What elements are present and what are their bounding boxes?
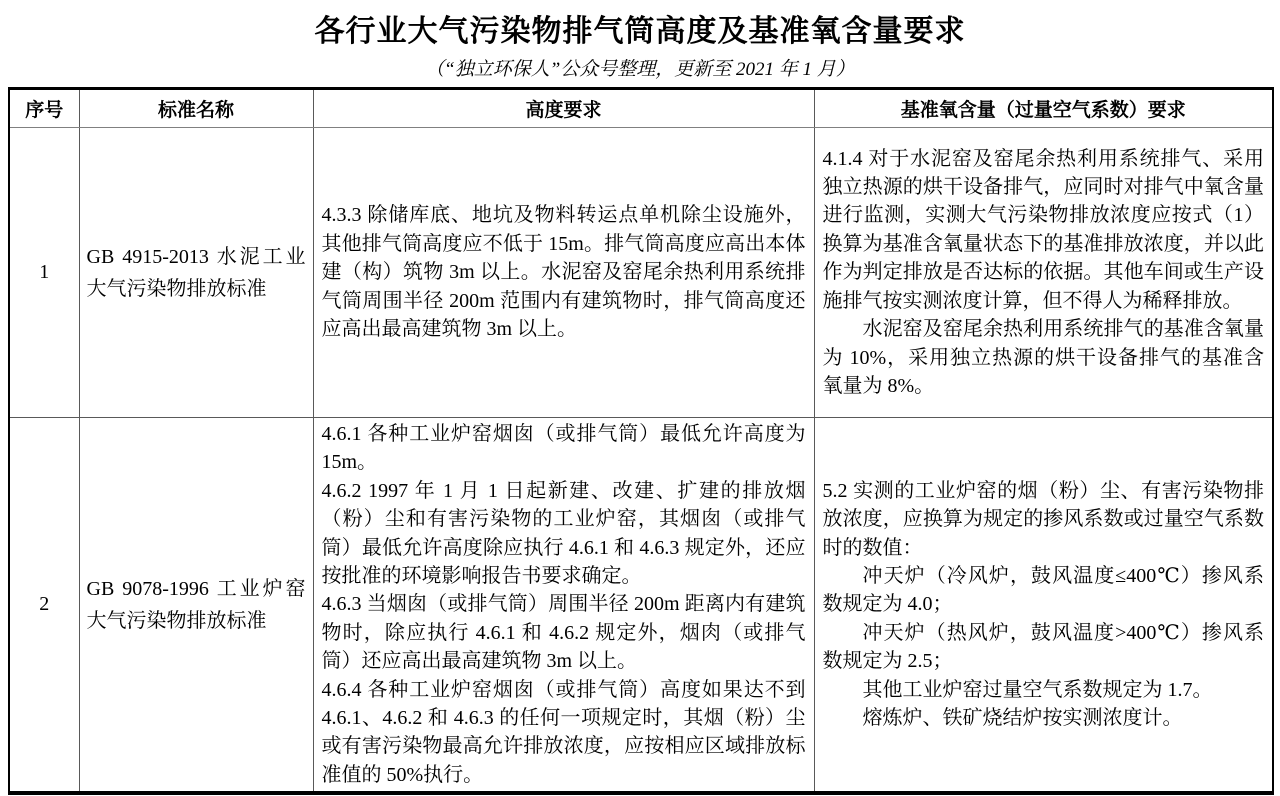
row2-height-paragraph: 4.6.4 各种工业炉窑烟囱（或排气筒）高度如果达不到 4.6.1、4.6.2 和 4.6.3 的任何一项规定时，其烟（粉）尘或有害污染物最高允许排放浓度，应按相应区域排放标准值的 50%执行。 bbox=[321, 678, 806, 786]
table-row bbox=[9, 418, 1273, 794]
row1-serial-number: 1 bbox=[9, 128, 79, 418]
header-height-requirement: 高度要求 bbox=[313, 89, 814, 128]
document-title: 各行业大气污染物排气筒高度及基准氧含量要求 bbox=[314, 15, 966, 48]
row2-serial-number: 2 bbox=[9, 418, 79, 794]
header-standard-name: 标准名称 bbox=[79, 89, 313, 128]
standards-table bbox=[8, 87, 1274, 795]
document-subtitle: （“独立环保人”公众号整理，更新至 2021 年 1 月） bbox=[425, 59, 855, 80]
header-oxygen-requirement: 基准氧含量（过量空气系数）要求 bbox=[814, 89, 1273, 128]
row2-standard-name: GB 9078-1996 工业炉窑大气污染物排放标准 bbox=[79, 418, 313, 794]
row1-standard-name: GB 4915-2013 水泥工业大气污染物排放标准 bbox=[79, 128, 313, 418]
row2-oxygen-paragraph: 冲天炉（冷风炉，鼓风温度≤400℃）掺风系数规定为 4.0； bbox=[822, 565, 1264, 616]
row2-height-requirement bbox=[313, 418, 814, 794]
row1-oxygen-paragraph: 水泥窑及窑尾余热利用系统排气的基准含氧量为 10%，采用独立热源的烘干设备排气的基准含氧量为 8%。 bbox=[822, 318, 1264, 397]
row2-oxygen-paragraph: 冲天炉（热风炉，鼓风温度>400℃）掺风系数规定为 2.5； bbox=[822, 621, 1264, 673]
row2-oxygen-paragraph: 5.2 实测的工业炉窑的烟（粉）尘、有害污染物排放浓度，应换算为规定的掺风系数或过量空气系数时的数值： bbox=[822, 479, 1264, 559]
table-row bbox=[9, 128, 1273, 418]
table-header-row bbox=[9, 89, 1273, 128]
row2-oxygen-requirement bbox=[814, 418, 1273, 794]
row1-height-paragraph: 4.3.3 除储库底、地坑及物料转运点单机除尘设施外，其他排气筒高度应不低于 15m。排气筒高度应高出本体建（构）筑物 3m 以上。水泥窑及窑尾余热利用系统排气筒周围半径 200m 范围内有建筑物时，排气筒高度还应高出最高建筑物 3m 以上。 bbox=[321, 204, 806, 341]
row2-height-paragraph: 4.6.2 1997 年 1 月 1 日起新建、改建、扩建的排放烟（粉）尘和有害污染物的工业炉窑，其烟囱（或排气筒）最低允许高度除应执行 4.6.1 和 4.6.3 规定外，还应按批准的环境影响报告书要求确定。 bbox=[321, 479, 806, 588]
row2-oxygen-paragraph: 熔炼炉、铁矿烧结炉按实测浓度计。 bbox=[862, 707, 1183, 730]
row1-oxygen-requirement bbox=[814, 128, 1273, 418]
row1-height-requirement bbox=[313, 128, 814, 418]
header-serial-number: 序号 bbox=[9, 89, 79, 128]
row2-height-paragraph: 4.6.3 当烟囱（或排气筒）周围半径 200m 距离内有建筑物时，除应执行 4.6.1 和 4.6.2 规定外，烟肉（或排气筒）还应高出最高建筑物 3m 以上。 bbox=[321, 593, 806, 673]
row2-height-paragraph: 4.6.1 各种工业炉窑烟囱（或排气筒）最低允许高度为 15m。 bbox=[321, 423, 806, 474]
row1-oxygen-paragraph: 4.1.4 对于水泥窑及窑尾余热利用系统排气、采用独立热源的烘干设备排气，应同时对排气中氧含量进行监测，实测大气污染物排放浓度应按式（1）换算为基准含氧量状态下的基准排放浓度，并以此作为判定排放是否达标的依据。其他车间或生产设施排气按实测浓度计算，但不得人为稀释排放。 bbox=[822, 147, 1264, 312]
row2-oxygen-paragraph: 其他工业炉窑过量空气系数规定为 1.7。 bbox=[862, 678, 1213, 701]
